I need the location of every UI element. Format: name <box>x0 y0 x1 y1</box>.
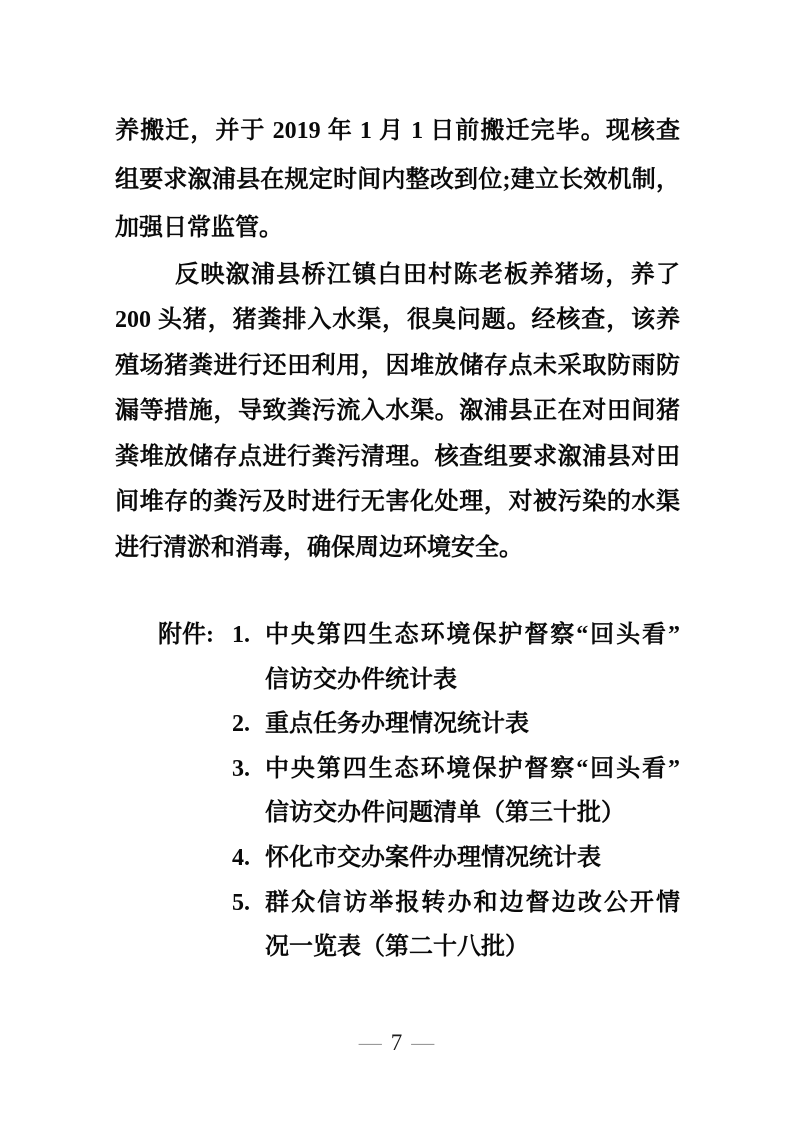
attachment-item-number: 5. <box>232 889 250 916</box>
attachment-line: 信访交办件统计表 <box>265 666 457 693</box>
attachment-item-number: 3. <box>232 755 250 782</box>
attachment-item-text <box>265 836 680 881</box>
page-number: 7 <box>390 1030 403 1055</box>
attachment-item <box>232 836 680 881</box>
attachments-list <box>232 613 680 970</box>
attachment-item-text <box>265 881 680 970</box>
body-line: 200 头猪，猪粪排入水渠，很臭问题。经核查，该养 <box>115 307 680 333</box>
attachment-item-number: 4. <box>232 844 250 871</box>
attachment-item-text <box>265 702 680 747</box>
attachment-line: 信访交办件问题清单（第三十批） <box>265 800 625 827</box>
body-line: 间堆存的粪污及时进行无害化处理，对被污染的水渠 <box>115 489 680 515</box>
attachment-item-number: 1. <box>232 622 250 648</box>
attachment-item-text <box>265 613 680 702</box>
attachment-item <box>232 613 680 702</box>
footer-dash-right: — <box>411 1030 435 1055</box>
attachment-item <box>232 881 680 970</box>
attachments-block <box>158 613 680 970</box>
body-line: 养搬迁，并于 2019 年 1 月 1 日前搬迁完毕。现核查 <box>115 118 680 144</box>
attachment-item-number: 2. <box>232 711 250 738</box>
body-line: 反映溆浦县桥江镇白田村陈老板养猪场，养了 <box>175 261 680 288</box>
attachment-item-text <box>265 747 680 836</box>
paragraph-report <box>115 253 680 572</box>
document-body <box>115 107 680 970</box>
attachment-line: 重点任务办理情况统计表 <box>265 711 529 738</box>
attachment-item <box>232 702 680 747</box>
attachments-label: 附件: <box>158 622 214 648</box>
attachment-item <box>232 747 680 836</box>
attachment-line: 中央第四生态环境保护督察“回头看” <box>265 755 680 782</box>
body-line: 漏等措施，导致粪污流入水渠。溆浦县正在对田间猪 <box>115 398 680 424</box>
footer-dash-left: — <box>358 1030 382 1055</box>
attachment-line: 中央第四生态环境保护督察“回头看” <box>265 622 680 648</box>
body-line: 粪堆放储存点进行粪污清理。核查组要求溆浦县对田 <box>115 443 680 470</box>
paragraph-continuation <box>115 107 680 253</box>
body-line: 殖场猪粪进行还田利用，因堆放储存点未采取防雨防 <box>115 352 680 379</box>
body-line: 加强日常监管。 <box>115 215 283 241</box>
page-footer <box>0 1030 793 1056</box>
attachment-line: 怀化市交办案件办理情况统计表 <box>265 844 601 871</box>
attachment-line: 群众信访举报转办和边督边改公开情 <box>265 889 680 916</box>
body-line: 组要求溆浦县在规定时间内整改到位;建立长效机制， <box>115 166 680 193</box>
attachment-line: 况一览表（第二十八批） <box>265 934 529 961</box>
body-line: 进行清淤和消毒，确保周边环境安全。 <box>115 534 523 561</box>
